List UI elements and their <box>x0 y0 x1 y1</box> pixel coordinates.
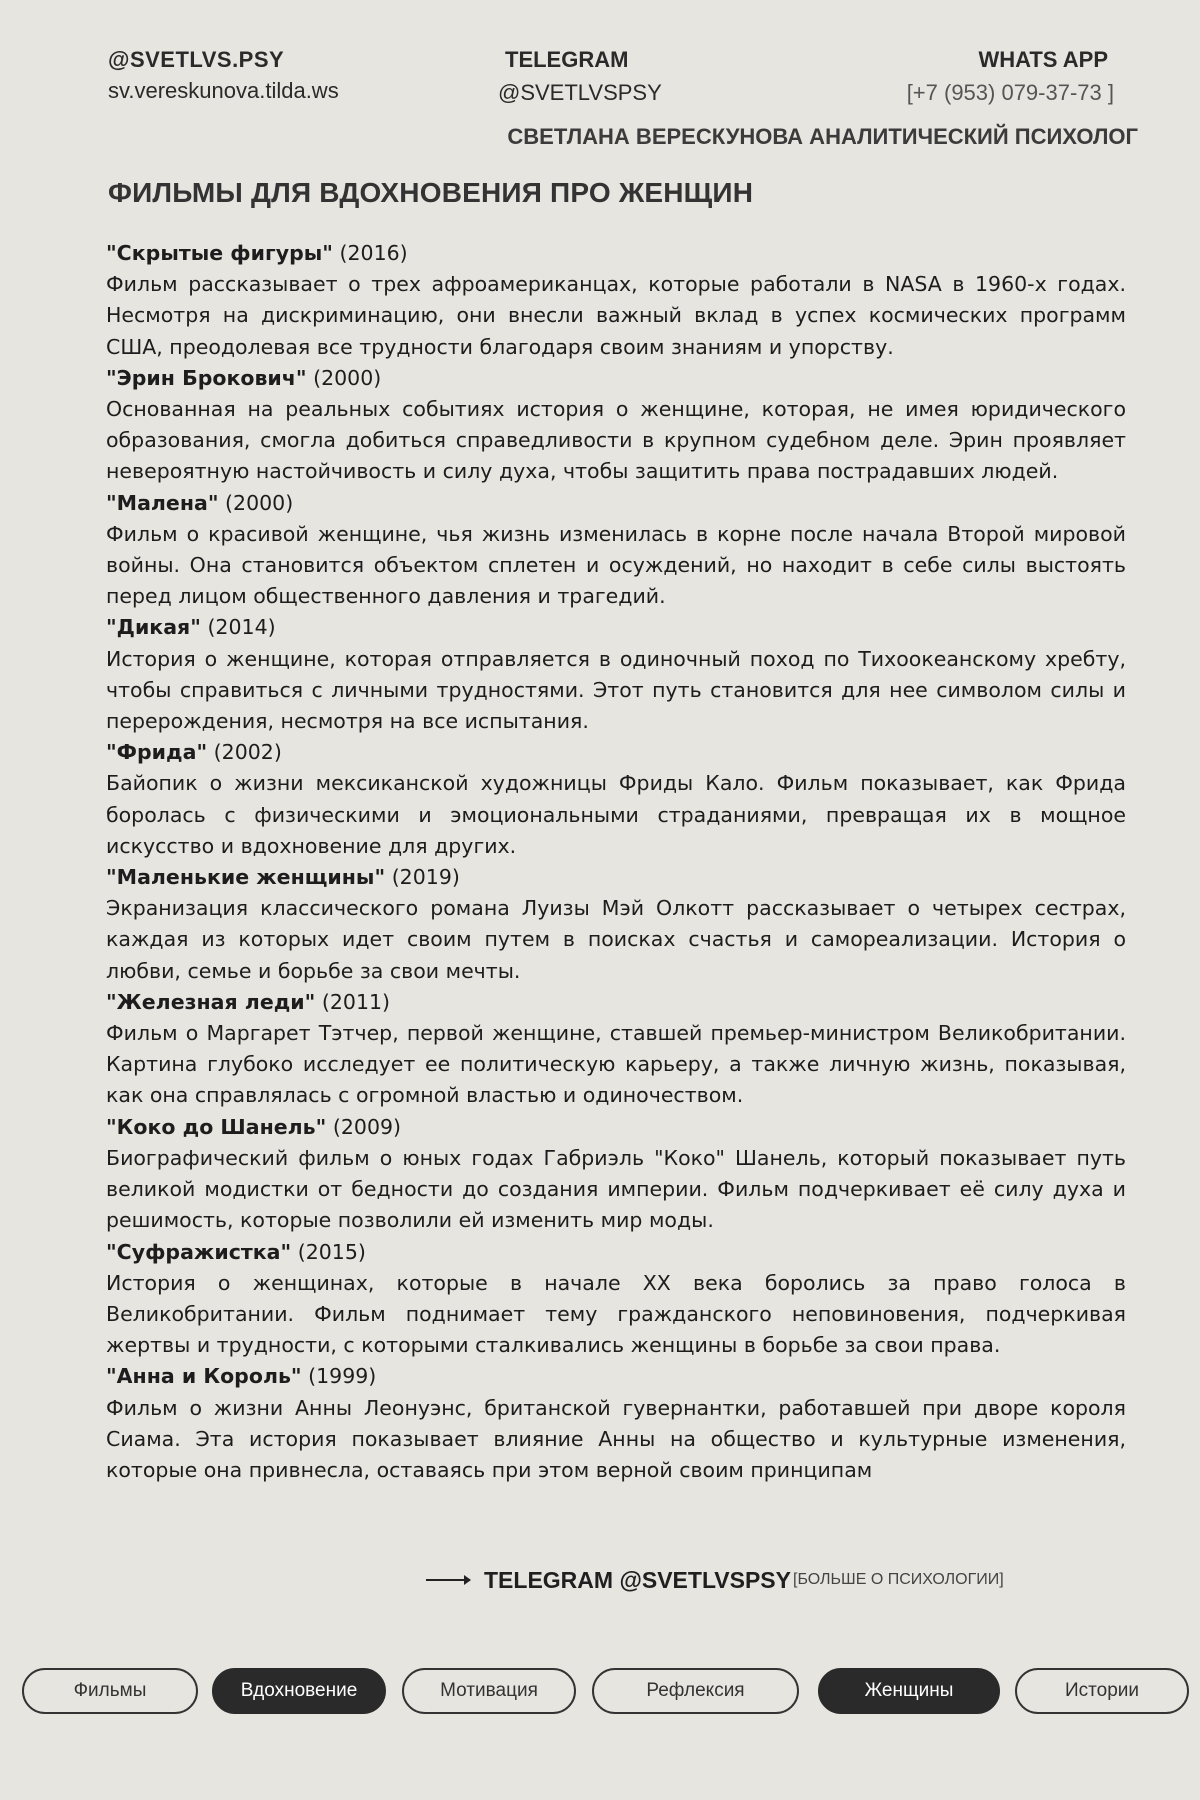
film-item <box>106 737 1126 862</box>
film-year: (2014) <box>207 615 276 640</box>
film-year: (2015) <box>297 1239 366 1264</box>
film-description: Экранизация классического романа Луизы Мэй Олкотт рассказывает о четырех сестрах, каждая из которых идет своим путем в поисках счастья и самореализации. История о любви, семье и борьбе за свои мечты. <box>106 896 1126 983</box>
film-description: Фильм о Маргарет Тэтчер, первой женщине, ставшей премьер-министром Великобритании. Картина глубоко исследует ее политическую карьеру, а также личную жизнь, показывая, как она справлялась с огромной властью и одиночеством. <box>106 1021 1126 1108</box>
film-year: (1999) <box>308 1364 377 1389</box>
film-description: Фильм о жизни Анны Леонуэнс, британской гувернантки, работавшей при дворе короля Сиама. Эта история показывает влияние Анны на общество и культурные изменения, которые она привнесла, оставаясь при этом верной своим принципам <box>106 1395 1126 1482</box>
film-heading <box>106 862 1126 893</box>
film-description: Основанная на реальных событиях история о женщине, которая, не имея юридического образования, смогла добиться справедливости в крупном судебном деле. Эрин проявляет невероятную настойчивость и силу духа, чтобы защитить права пострадавших людей. <box>106 397 1126 484</box>
film-item <box>106 862 1126 987</box>
film-item <box>106 363 1126 488</box>
film-title: "Скрытые фигуры" <box>106 241 333 265</box>
author-name: СВЕТЛАНА ВЕРЕСКУНОВА АНАЛИТИЧЕСКИЙ ПСИХОЛОГ <box>507 124 1138 149</box>
film-title: "Дикая" <box>106 615 201 640</box>
film-description: Фильм рассказывает о трех афроамериканцах, которые работали в NASA в 1960-х годах. Несмотря на дискриминацию, они внесли важный вклад в успех космических программ США, преодолевая все трудности благодаря своим знаниям и упорству. <box>106 272 1126 359</box>
instagram-handle: @SVETLVS.PSY <box>108 47 285 72</box>
film-item <box>106 987 1126 1112</box>
film-title: "Маленькие женщины" <box>106 865 386 890</box>
telegram-cta[interactable] <box>426 1565 1004 1595</box>
tag-pill[interactable]: Истории <box>1015 1668 1189 1714</box>
page-title: ФИЛЬМЫ ДЛЯ ВДОХНОВЕНИЯ ПРО ЖЕНЩИН <box>108 177 754 208</box>
film-title: "Коко до Шанель" <box>106 1114 327 1139</box>
cta-text[interactable]: TELEGRAM @SVETLVSPSY <box>484 1566 791 1593</box>
tag-list <box>0 1668 1200 1718</box>
header <box>0 0 1200 160</box>
film-title: "Эрин Брокович" <box>106 365 307 390</box>
film-item <box>106 1361 1126 1486</box>
film-year: (2016) <box>339 241 408 265</box>
film-description: История о женщинах, которые в начале XX века боролись за право голоса в Великобритании. Фильм поднимает тему гражданского неповиновения, подчеркивая жертвы и трудности, с которыми сталкивались женщины в борьбе за свои права. <box>106 1270 1126 1358</box>
film-description: Биографический фильм о юных годах Габриэль "Коко" Шанель, который показывает путь великой модистки от бедности до создания империи. Фильм подчеркивает её силу духа и решимость, которые позволили ей изменить мир моды. <box>106 1145 1126 1233</box>
film-heading <box>106 987 1126 1018</box>
film-list <box>106 238 1126 1486</box>
film-heading <box>106 238 1126 269</box>
whatsapp-phone[interactable]: [+7 (953) 079-37-73 ] <box>906 80 1114 105</box>
film-item <box>106 238 1126 363</box>
film-heading <box>106 612 1126 643</box>
tag-pill[interactable]: Фильмы <box>22 1668 198 1714</box>
cta-subtext: [БОЛЬШЕ О ПСИХОЛОГИИ] <box>793 1571 1004 1588</box>
film-description: Байопик о жизни мексиканской художницы Фриды Кало. Фильм показывает, как Фрида боролась с физическими и эмоциональными страданиями, превращая их в мощное искусство и вдохновение для других. <box>106 771 1126 858</box>
tag-pill[interactable]: Рефлексия <box>592 1668 799 1714</box>
film-year: (2011) <box>321 989 391 1014</box>
film-title: "Суфражистка" <box>106 1239 292 1264</box>
film-heading <box>106 737 1126 768</box>
film-heading <box>106 363 1126 394</box>
film-title: "Железная леди" <box>106 989 316 1014</box>
tag-pill[interactable]: Мотивация <box>402 1668 576 1714</box>
film-item <box>106 612 1126 737</box>
film-item <box>106 1112 1126 1237</box>
film-title: "Малена" <box>106 490 219 515</box>
website-link[interactable]: sv.vereskunova.tilda.ws <box>108 78 339 103</box>
film-heading <box>106 1112 1126 1143</box>
film-year: (2009) <box>332 1114 402 1139</box>
film-year: (2000) <box>313 365 382 390</box>
telegram-label: TELEGRAM <box>505 47 629 72</box>
film-description: История о женщине, которая отправляется в одиночный поход по Тихоокеанскому хребту, чтобы справиться с личными трудностями. Этот путь становится для нее символом силы и перерождения, несмотря на все испытания. <box>106 646 1126 734</box>
film-heading <box>106 488 1126 519</box>
telegram-handle[interactable]: @SVETLVSPSY <box>498 80 662 105</box>
film-year: (2002) <box>213 740 282 765</box>
film-title: "Анна и Король" <box>106 1364 302 1389</box>
film-year: (2019) <box>391 865 460 890</box>
arrow-right-icon <box>426 1579 470 1581</box>
film-year: (2000) <box>225 490 294 515</box>
whatsapp-label: WHATS APP <box>978 47 1108 72</box>
tag-pill[interactable]: Женщины <box>818 1668 1000 1714</box>
film-heading <box>106 1361 1126 1392</box>
tag-pill[interactable]: Вдохновение <box>212 1668 386 1714</box>
film-item <box>106 1237 1126 1362</box>
film-description: Фильм о красивой женщине, чья жизнь изменилась в корне после начала Второй мировой войны. Она становится объектом сплетен и осуждений, но находит в себе силы выстоять перед лицом общественного давления и трагедий. <box>106 521 1126 609</box>
film-title: "Фрида" <box>106 740 208 765</box>
film-heading <box>106 1237 1126 1268</box>
film-item <box>106 488 1126 613</box>
